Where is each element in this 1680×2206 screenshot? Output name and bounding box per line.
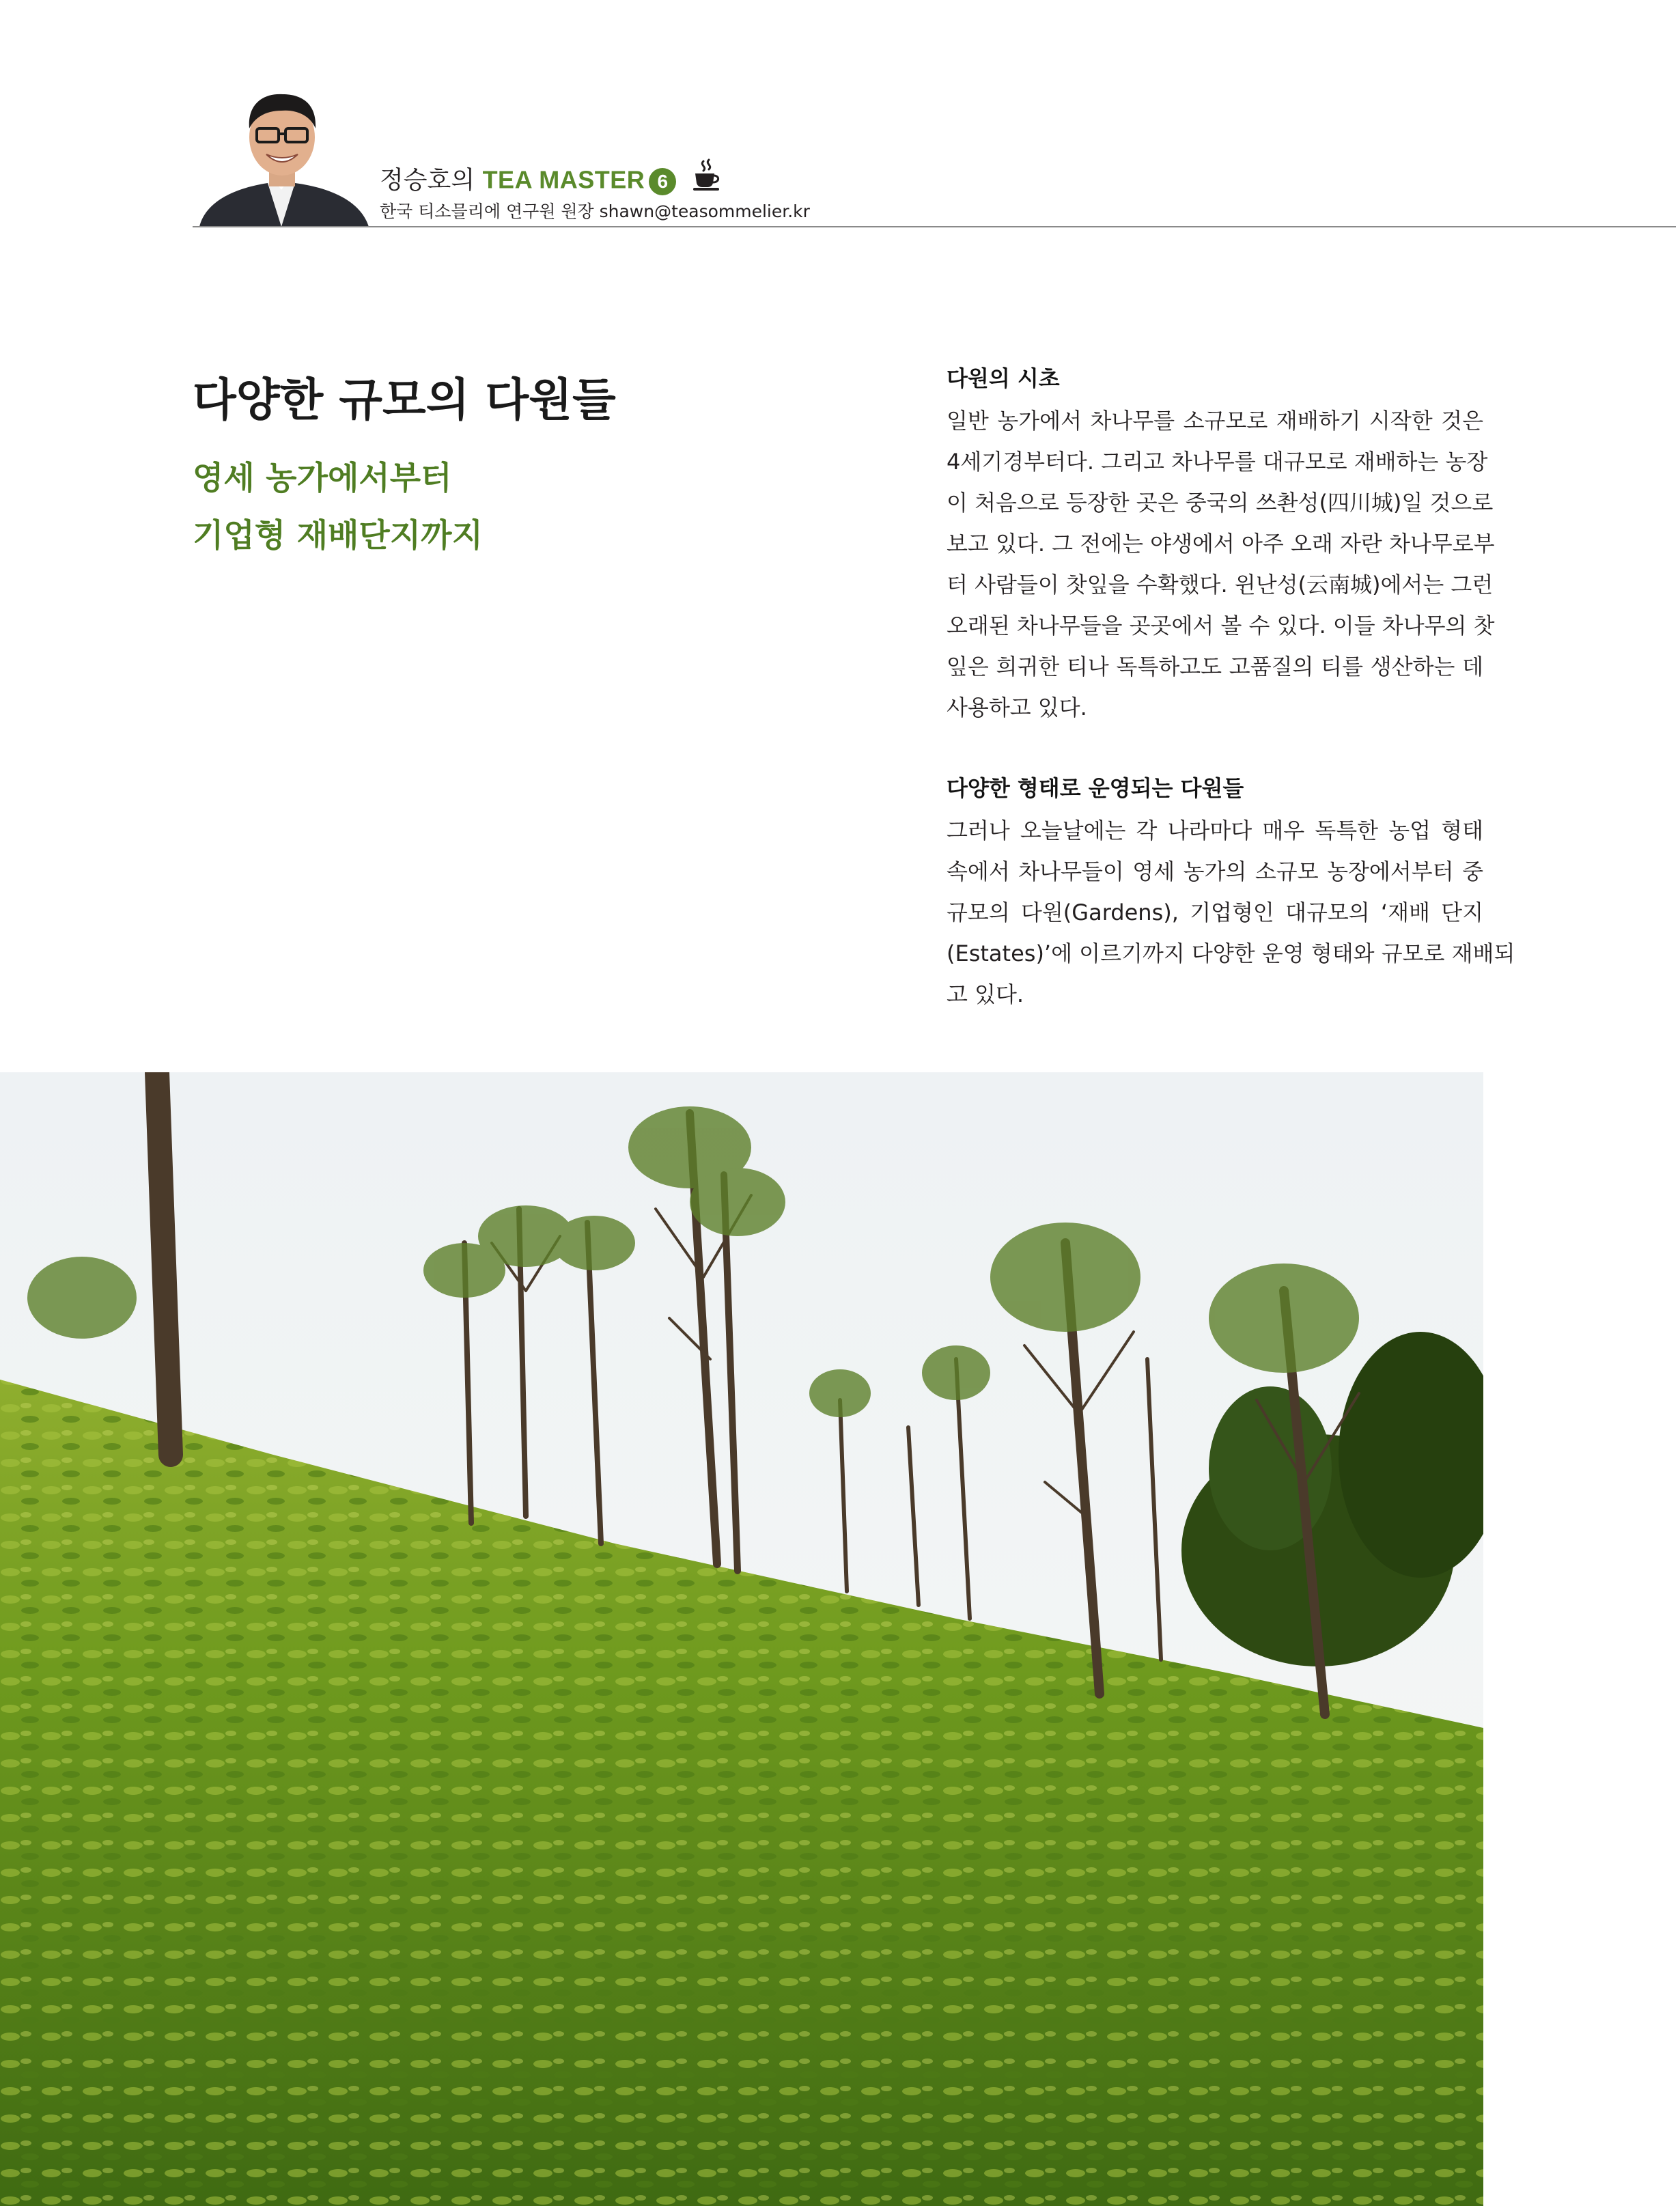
author-photo [193,66,372,227]
article-subtitle-line-1: 영세 농가에서부터 [193,460,452,497]
body-line: 오래된 차나무들을 곳곳에서 볼 수 있다. 이들 차나무의 찻 [947,613,1495,639]
series-number: 6 [649,168,676,195]
article-title: 다양한 규모의 다원들 [193,374,616,426]
body-line: 규모의 다원(Gardens), 기업형인 대규모의 ‘재배 단지 [947,899,1483,925]
body-line: 사용하고 있다. [947,695,1087,721]
body-line: 터 사람들이 찻잎을 수확했다. 윈난성(云南城)에서는 그런 [947,572,1494,598]
body-line: 4세기경부터다. 그리고 차나무를 대규모로 재배하는 농장 [947,449,1488,475]
body-line: 잎은 희귀한 티나 독특하고도 고품질의 티를 생산하는 데 [947,654,1483,680]
section-heading-origin: 다원의 시초 [947,365,1060,391]
body-line: 고 있다. [947,981,1024,1007]
series-header [380,158,723,199]
tea-cup-icon [692,158,723,204]
body-line: 일반 농가에서 차나무를 소규모로 재배하기 시작한 것은 [947,408,1483,434]
body-line: (Estates)’에 이르기까지 다양한 운영 형태와 규모로 재배되 [947,940,1515,966]
article-subtitle-line-2: 기업형 재배단지까지 [193,517,483,555]
body-line: 속에서 차나무들이 영세 농가의 소규모 농장에서부터 중 [947,858,1483,884]
body-line: 그러나 오늘날에는 각 나라마다 매우 독특한 농업 형태 [947,818,1483,843]
author-affiliation: 한국 티소믈리에 연구원 원장 shawn@teasommelier.kr [380,201,810,221]
section-heading-types: 다양한 형태로 운영되는 다원들 [947,775,1244,801]
header-divider [193,226,1676,227]
body-line: 보고 있다. 그 전에는 야생에서 아주 오래 자란 차나무로부 [947,531,1495,557]
body-line: 이 처음으로 등장한 곳은 중국의 쓰촨성(四川城)일 것으로 [947,490,1494,516]
series-title: TEA MASTER [482,165,645,194]
author-name: 정승호의 [380,166,475,195]
tea-plantation-photo [0,1072,1483,2206]
